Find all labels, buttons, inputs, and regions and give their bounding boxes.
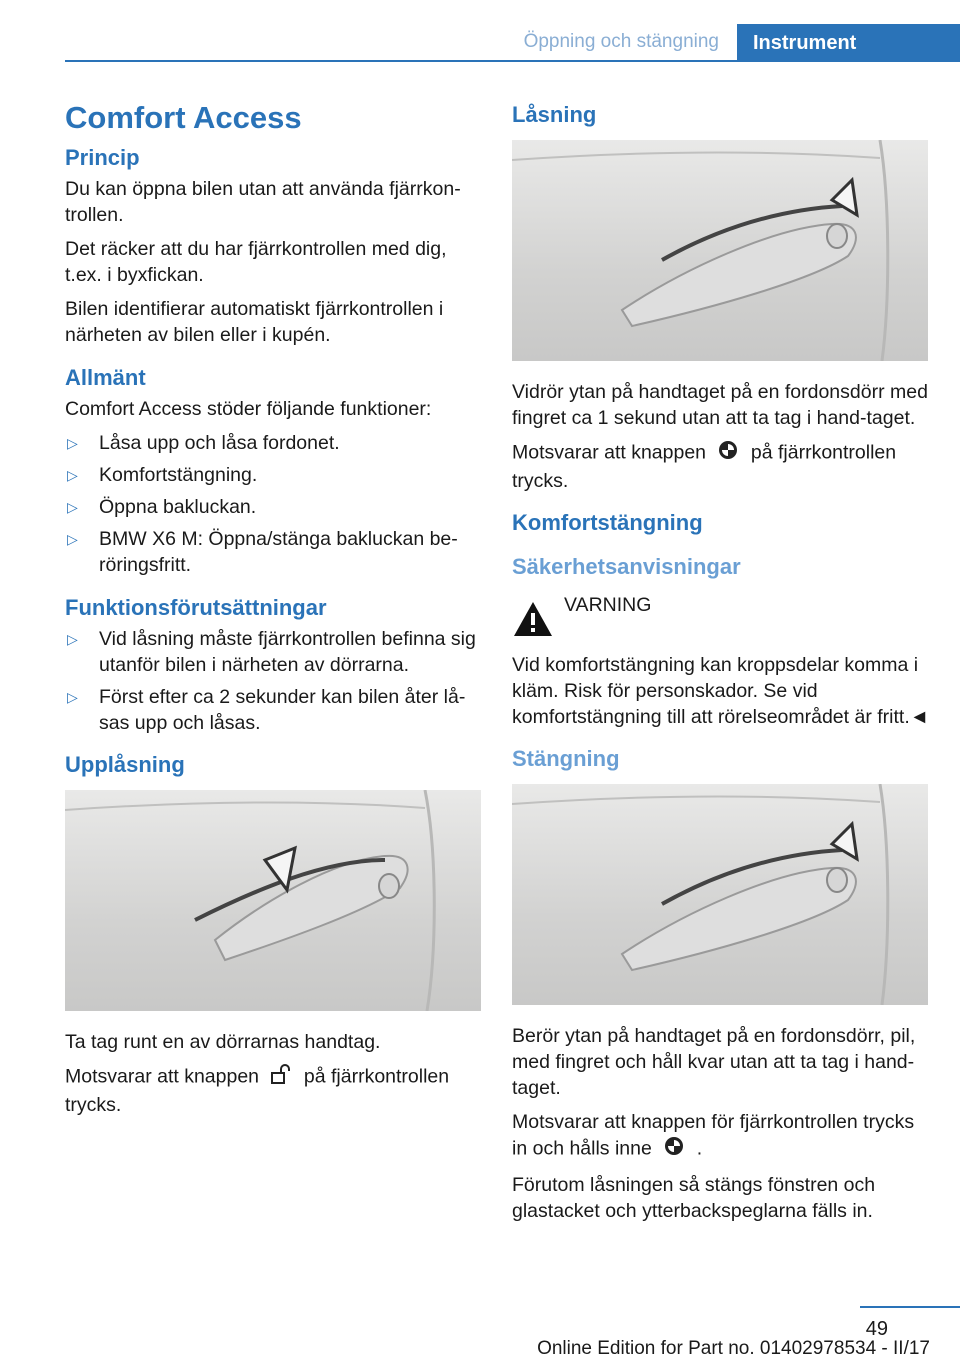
triangle-bullet-icon: ▷ <box>67 689 78 705</box>
bmw-logo-icon <box>717 439 739 468</box>
list-item: ▷ Först efter ca 2 sekunder kan bilen åter lå-sas upp och låsas. <box>67 686 466 734</box>
warning-block <box>512 592 930 652</box>
comfort-closing-heading: Komfortstängning <box>512 510 703 535</box>
door-handle-lock-photo <box>512 140 928 361</box>
general-list <box>65 430 485 578</box>
unlocking-heading: Upplåsning <box>65 752 185 777</box>
general-intro: Comfort Access stöder följande funktioner: <box>65 398 432 420</box>
edition-note: Online Edition for Part no. 01402978534 - II/17 <box>537 1338 930 1359</box>
triangle-bullet-icon: ▷ <box>67 499 78 515</box>
warning-label: VARNING <box>564 594 652 616</box>
list-item: ▷ BMW X6 M: Öppna/stänga bakluckan be-röringsfritt. <box>67 528 458 576</box>
principle-paragraph-2: Det räcker att du har fjärrkontrollen med dig, t.ex. i byxfickan. <box>65 238 447 286</box>
principle-heading: Princip <box>65 145 140 170</box>
right-column <box>512 98 930 1232</box>
principle-paragraph-3: Bilen identifierar automatiskt fjärrkontrollen i närheten av bilen eller i kupén. <box>65 298 444 346</box>
unlocking-paragraph-1: Ta tag runt en av dörrarnas handtag. <box>65 1031 381 1053</box>
page-footer <box>0 1300 960 1362</box>
left-column <box>65 98 485 1126</box>
unlocking-paragraph-2: Motsvarar att knappen på fjärrkontrollen trycks. <box>65 1063 485 1118</box>
general-heading: Allmänt <box>65 365 146 390</box>
closing-paragraph-2: Motsvarar att knappen för fjärrkontrollen trycks in och hålls inne . <box>512 1109 930 1164</box>
header-chapter-tab: Instrument <box>737 24 960 62</box>
safety-heading: Säkerhetsanvisningar <box>512 554 741 579</box>
requirements-heading: Funktionsförutsättningar <box>65 595 327 620</box>
warning-text: Vid komfortstängning kan kroppsdelar komma i kläm. Risk för personskador. Se vid komfortstängning till att rörelseområdet är fritt.◄ <box>512 654 930 728</box>
principle-paragraph-1: Du kan öppna bilen utan att använda fjärrkon-trollen. <box>65 178 461 226</box>
locking-heading: Låsning <box>512 102 597 127</box>
warning-icon <box>512 600 554 638</box>
triangle-bullet-icon: ▷ <box>67 531 78 547</box>
page-header <box>0 0 960 62</box>
triangle-bullet-icon: ▷ <box>67 631 78 647</box>
closing-heading: Stängning <box>512 746 620 771</box>
triangle-bullet-icon: ▷ <box>67 467 78 483</box>
header-section: Öppning och stängning <box>523 31 719 52</box>
door-handle-close-photo <box>512 784 928 1005</box>
door-handle-unlock-photo <box>65 790 481 1011</box>
unlock-icon <box>270 1063 292 1092</box>
locking-paragraph-2: Motsvarar att knappen på fjärrkontrollen trycks. <box>512 439 930 494</box>
list-item: ▷ Öppna bakluckan. <box>67 496 257 518</box>
list-item: ▷ Vid låsning måste fjärrkontrollen befinna sig utanför bilen i närheten av dörrarna. <box>67 628 476 676</box>
closing-paragraph-3: Förutom låsningen så stängs fönstren och glastacket och ytterbackspeglarna fälls in. <box>512 1174 876 1222</box>
closing-paragraph-1: Berör ytan på handtaget på en fordonsdörr, pil, med fingret och håll kvar utan att ta tag i hand-taget. <box>512 1025 916 1099</box>
locking-paragraph-1: Vidrör ytan på handtaget på en fordonsdörr med fingret ca 1 sekund utan att ta tag i hand-taget. <box>512 381 928 429</box>
header-rule <box>65 60 960 62</box>
bmw-logo-icon <box>663 1135 685 1164</box>
footer-rule <box>860 1306 960 1308</box>
page-number: 49 <box>865 1318 888 1340</box>
requirements-list <box>65 626 485 736</box>
triangle-bullet-icon: ▷ <box>67 435 78 451</box>
list-item: ▷ Komfortstängning. <box>67 464 258 486</box>
list-item: ▷ Låsa upp och låsa fordonet. <box>67 432 340 454</box>
page-title: Comfort Access <box>65 100 302 135</box>
